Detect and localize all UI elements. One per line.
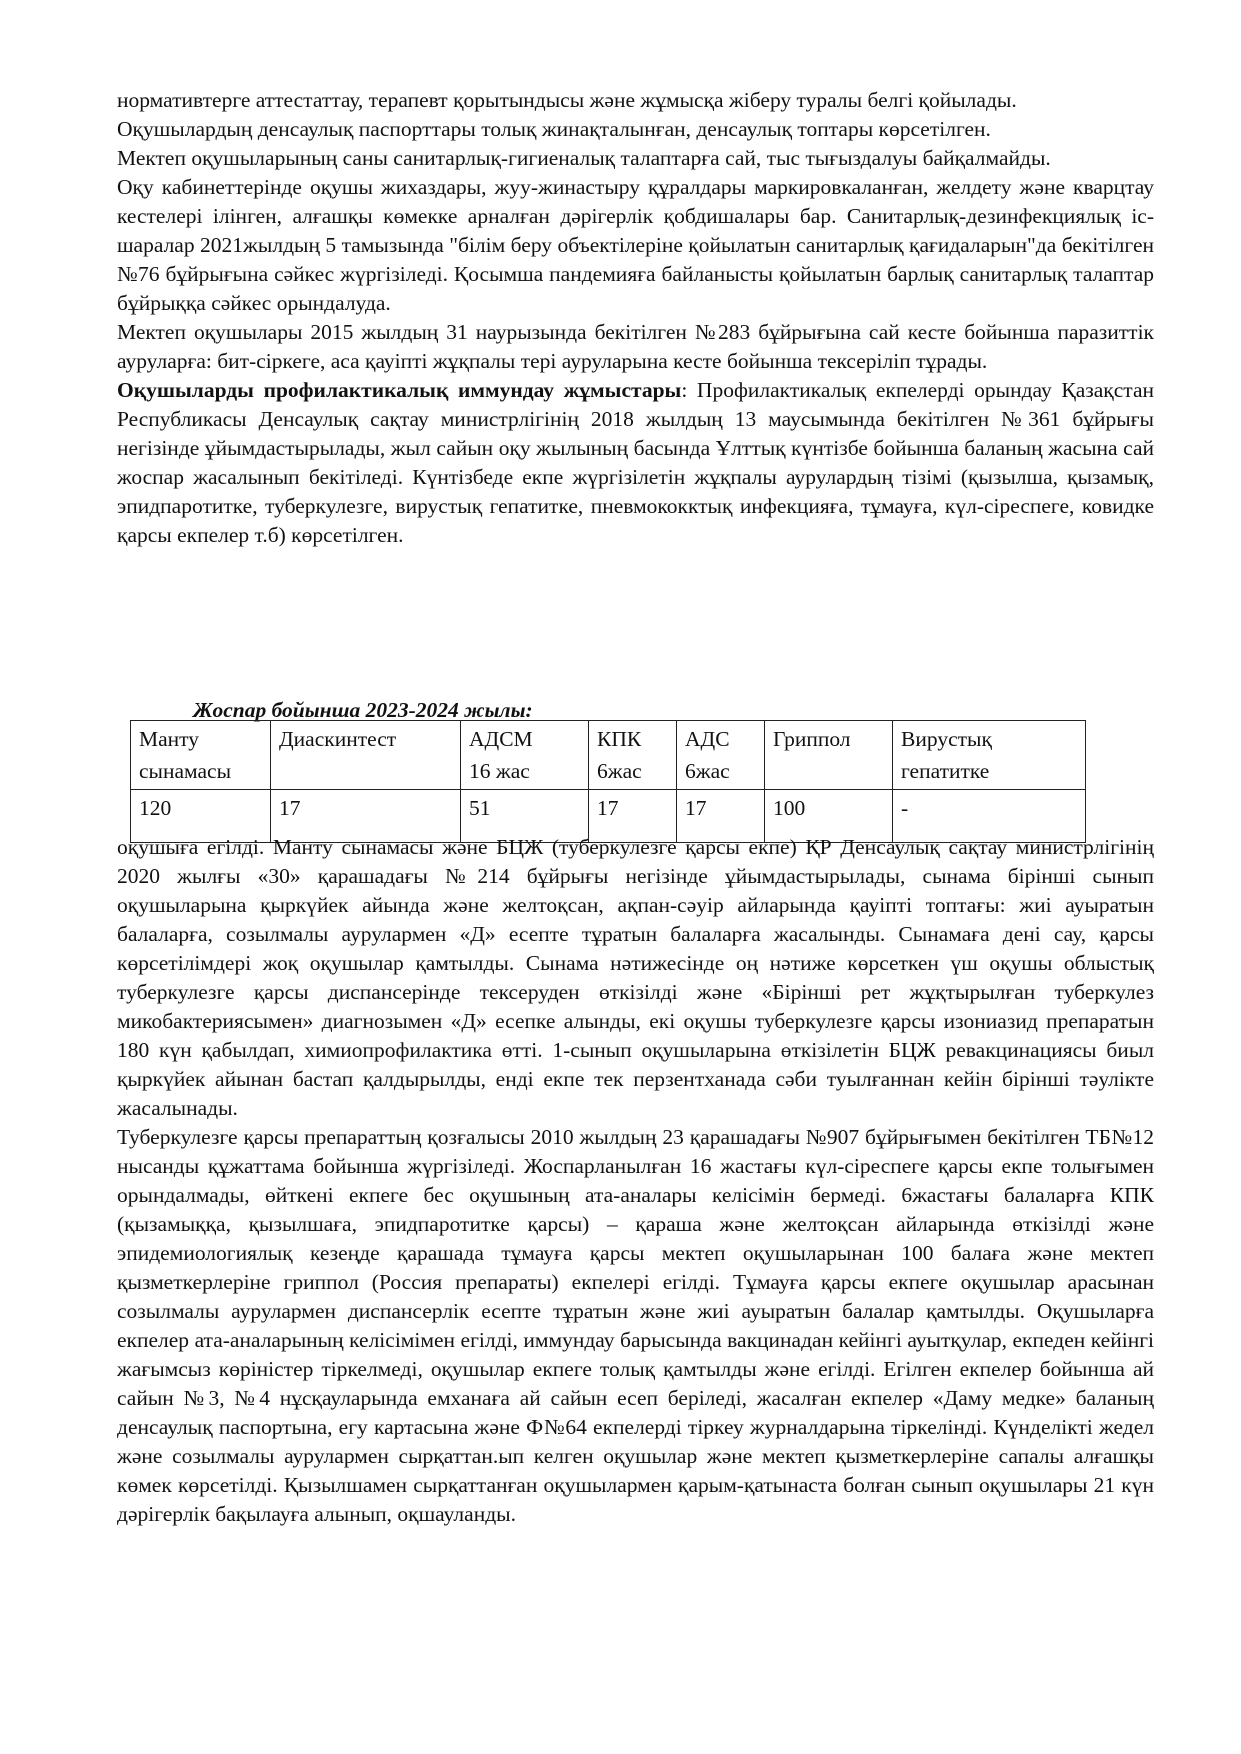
value-ads: 17	[677, 790, 765, 843]
paragraph-tb-drugs: Туберкулезге қарсы препараттың қозғалысы 2010 жылдың 23 қарашадағы №907 бұйрығымен бекітілген ТБ№12 нысанды құжаттама бойынша жүргізіледі. Жоспарланылған 16 жастағы күл-сіреспеге қарсы екпе толығымен орындалмады, өйткені екпеге бес оқушының ата-аналары келісімін бермеді. 6жастағы балаларға КПК (қызамыққа, қызылшаға, эпидпаротитке қарсы) – қараша және желтоқсан айларында өткізілді және эпидемиологиялық кезеңде қарашада тұмауға қарсы мектеп оқушыларынан 100 балаға және мектеп қызметкерлеріне гриппол (Россия препараты) екпелері егілді. Тұмауға қарсы екпеге оқушылар арасынан созылмалы аурулармен диспансерлік есепте тұратын және жиі ауыратын балалар қамтылды. Оқушыларға екпелер ата-аналарының келісімімен егілді, иммундау барысында вакцинадан кейінгі ауытқулар, екпеден кейінгі жағымсыз көріністер тіркелмеді, оқушылар екпеге толық қамтылды және егілді. Егілген екпелер бойынша ай сайын №3, №4 нұсқауларында емханаға ай сайын есеп беріледі, жасалған екпелер «Даму медке» баланың денсаулық паспортына, егу картасына және Ф№64 екпелерді тіркеу журналдарына тіркелінді. Күнделікті жедел және созылмалы аурулармен сырқаттан.ып келген оқушылар және мектеп қызметкерлеріне сапалы алғашқы көмек көрсетілді. Қызылшамен сырқаттанған оқушылармен қарым-қатынаста болған сынып оқушылары 21 күн дәрігерлік бақылауға алынып, оқшауланды.	[117, 1125, 1154, 1526]
header-ads: АДС 6жас	[677, 721, 765, 790]
header-kpk: КПК 6жас	[589, 721, 677, 790]
value-adsm: 51	[461, 790, 589, 843]
vaccination-plan-table	[130, 720, 1086, 843]
table-caption: Жоспар бойынша 2023-2024 жылы:	[193, 698, 533, 722]
paragraph-mantu-bcg: оқушыға егілді. Манту сынамасы және БЦЖ (туберкулезге қарсы екпе) ҚР Денсаулық сақтау министрлігінің 2020 жылғы «30» қарашадағы №214 бұйрығы негізінде ұйымдастырылады, сынама бірінші сынып оқушыларына қыркүйек айында және желтоқсан, ақпан-сәуір айларында қауіпті топтағы: жиі ауыратын балаларға, созылмалы аурулармен «Д» есепте тұратын балаларға жасалынды. Сынамаға дені сау, қарсы көрсетілімдері жоқ оқушылар қамтылды. Сынама нәтижесінде оң нәтиже көрсеткен үш оқушы облыстық туберкулезге қарсы диспансерінде тексеруден өткізілді және «Бірінші рет жұқтырылған туберкулез микобактериясымен» диагнозымен «Д» есепке алынды, екі оқушы туберкулезге қарсы изониазид препаратын 180 күн қабылдап, химиопрофилактика өтті. 1-сынып оқушыларына өткізілетін БЦЖ ревакцинациясы биыл қыркүйек айынан бастап қалдырылды, енді екпе тек перзентханада сәби туылғаннан кейін бірінші тәулікте жасалынады.	[117, 835, 1154, 1120]
paragraph-parasitic: Мектеп оқушылары 2015 жылдың 31 наурызында бекітілген №283 бұйрығына сай кесте бойынша паразиттік ауруларға: бит-сіркеге, аса қауіпті жұқпалы тері ауруларына кесте бойынша тексеріліп тұрады.	[117, 320, 1154, 373]
immunization-heading: Оқушыларды профилактикалық иммундау жұмыстары	[117, 378, 682, 402]
paragraph-classrooms: Оқу кабинеттерінде оқушы жихаздары, жуу-жинастыру құралдары маркировкаланған, желдету және кварцтау кестелері ілінген, алғашқы көмекке арналған дәрігерлік қобдишалары бар. Санитарлық-дезинфекциялық іс-шаралар 2021жылдың 5 тамызында "білім беру объектілеріне қойылатын санитарлық қағидаларын"да бекітілген №76 бұйрығына сәйкес жүргізіледі. Қосымша пандемияға байланысты қойылатын барлық санитарлық талаптар бұйрыққа сәйкес орындалуда.	[117, 175, 1154, 315]
value-kpk: 17	[589, 790, 677, 843]
top-text-block	[117, 86, 1154, 550]
table-header-row	[131, 721, 1086, 790]
bottom-text-block	[117, 833, 1154, 1529]
paragraph-health-passports: Оқушылардың денсаулық паспорттары толық жинақталынған, денсаулық топтары көрсетілген.	[117, 117, 991, 141]
paragraph-immunization	[117, 376, 1154, 550]
value-grippol: 100	[765, 790, 893, 843]
paragraph-student-count: Мектеп оқушыларының саны санитарлық-гигиеналық талаптарға сай, тыс тығыздалуы байқалмайды.	[117, 146, 1051, 170]
header-grippol: Гриппол	[765, 721, 893, 790]
immunization-text: : Профилактикалық екпелерді орындау Қазақстан Республикасы Денсаулық сақтау министрлігінің 2018 жылдың 13 маусымында бекітілген №361 бұйрығы негізінде ұйымдастырылады, жыл сайын оқу жылының басында Ұлттық күнтізбе бойынша баланың жасына сай жоспар жасалынып бекітіледі. Күнтізбеде екпе жүргізілетін жұқпалы аурулардың тізімі (қызылша, қызамық, эпидпаротитке, туберкулезге, вирустық гепатитке, пневмококктық инфекцияға, тұмауға, күл-сіреспеге, ковидке қарсы екпелер т.б) көрсетілген.	[117, 378, 1155, 547]
paragraph-attestation: нормативтерге аттестаттау, терапевт қорытындысы және жұмысқа жіберу туралы белгі қойылады.	[117, 88, 1017, 112]
header-mantu: Манту сынамасы	[131, 721, 271, 790]
value-diaskintest: 17	[271, 790, 461, 843]
header-diaskintest: Диаскинтест	[271, 721, 461, 790]
value-mantu: 120	[131, 790, 271, 843]
header-adsm: АДСМ 16 жас	[461, 721, 589, 790]
value-viral-hepatitis: -	[893, 790, 1086, 843]
header-viral-hepatitis: Вирустық гепатитке	[893, 721, 1086, 790]
